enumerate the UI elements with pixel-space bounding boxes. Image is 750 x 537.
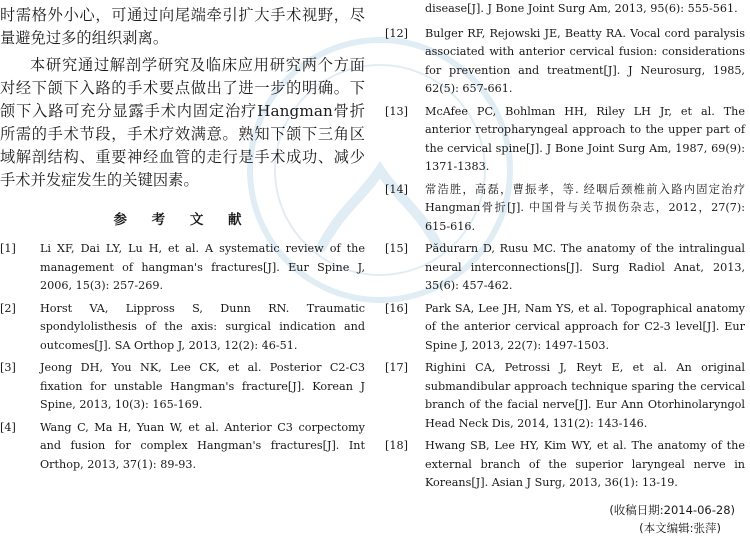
reference-number: [3] xyxy=(0,361,16,374)
reference-item xyxy=(0,359,365,415)
reference-item xyxy=(0,419,365,475)
reference-item xyxy=(385,437,745,493)
reference-number: [12] xyxy=(385,26,408,40)
reference-text: Righini CA, Petrossi J, Reyt E, et al. An original submandibular approach technique sparing the cervical branch of the facial nerve[J]. Eur Ann Otorhinolaryngol Head Neck Dis, 2014, 131(2): 143-146. xyxy=(425,361,745,430)
reference-text: Bulger RF, Rejowski JE, Beatty RA. Vocal cord paralysis associated with anterior cervical fusion: considerations for prevention and treatment[J]. J Neurosurg, 1985, 62(5): 657-661. xyxy=(425,26,745,95)
reference-text: Jeong DH, You NK, Lee CK, et al. Posterior C2-C3 fixation for unstable Hangman's fracture[J]. Korean J Spine, 2013, 10(3): 165-169. xyxy=(40,361,365,411)
reference-text: Hwang SB, Lee HY, Kim WY, et al. The anatomy of the external branch of the superior laryngeal nerve in Koreans[J]. Asian J Surg, 2013, 36(1): 13-19. xyxy=(425,439,745,489)
right-column xyxy=(385,0,745,537)
reference-text: Horst VA, Lippross S, Dunn RN. Traumatic spondylolisthesis of the axis: surgical indication and outcomes[J]. SA Orthop J, 2013, 12(2): 46-51. xyxy=(40,301,365,352)
reference-number: [14] xyxy=(385,182,408,196)
references-heading: 参 考 文 献 xyxy=(113,212,252,228)
body-paragraph-1: 时需格外小心，可通过向尾端牵引扩大手术视野，尽量避免过多的组织剥离。 xyxy=(0,6,365,47)
reference-number: [17] xyxy=(385,361,408,374)
reference-item xyxy=(385,103,745,177)
received-date: (收稿日期:2014-06-28) xyxy=(609,502,735,517)
reference-number: [15] xyxy=(385,242,408,255)
reference-text: Pădurarn D, Rusu MC. The anatomy of the intralingual neural interconnections[J]. Surg Radiol Anat, 2013, 35(6): 457-462. xyxy=(425,242,745,292)
reference-item xyxy=(385,181,745,237)
reference-text: 常浩胜，高磊，曹振孝，等. 经咽后颈椎前入路内固定治疗Hangman骨折[J]. 中国骨与关节损伤杂志，2012，27(7): 615-616. xyxy=(425,182,745,233)
reference-text: Li XF, Dai LY, Lu H, et al. A systematic review of the management of hangman's fractures[J]. Eur Spine J, 2006, 15(3): 257-269. xyxy=(40,242,365,292)
body-paragraph-2: 本研究通过解剖学研究及临床应用研究两个方面对经下颌下入路的手术要点做出了进一步的明确。下颌下入路可充分显露手术内固定治疗Hangman骨折所需的手术节段，手术疗效满意。熟知下颌下三角区域解剖结构、重要神经血管的走行是手术成功、减少手术并发症发生的关键因素。 xyxy=(0,56,365,189)
reference-number: [16] xyxy=(385,301,408,315)
reference-text: McAfee PC, Bohlman HH, Riley LH Jr, et al. The anterior retropharyngeal approach to the upper part of the cervical spine[J]. J Bone Joint Surg Am, 1987, 69(9): 1371-1383. xyxy=(425,104,745,173)
reference-number: [13] xyxy=(385,104,408,118)
left-column xyxy=(0,0,365,478)
reference-text: Wang C, Ma H, Yuan W, et al. Anterior C3 corpectomy and fusion for complex Hangman's fractures[J]. Int Orthop, 2013, 37(1): 89-93. xyxy=(40,420,365,471)
editor-credit: (本文编辑:张萍) xyxy=(639,520,721,535)
reference-carryover: disease[J]. J Bone Joint Surg Am, 2013, 95(6): 555-561. xyxy=(425,2,738,15)
reference-item xyxy=(0,300,365,356)
reference-number: [18] xyxy=(385,439,408,452)
reference-item xyxy=(385,359,745,433)
reference-item xyxy=(385,240,745,296)
reference-number: [2] xyxy=(0,301,16,315)
reference-item xyxy=(385,300,745,356)
reference-item xyxy=(0,240,365,296)
reference-number: [4] xyxy=(0,420,16,434)
reference-text: Park SA, Lee JH, Nam YS, et al. Topographical anatomy of the anterior cervical approach for C2-3 level[J]. Eur Spine J, 2013, 22(7): 1497-1503. xyxy=(425,301,745,352)
reference-item xyxy=(385,25,745,99)
reference-number: [1] xyxy=(0,242,16,255)
